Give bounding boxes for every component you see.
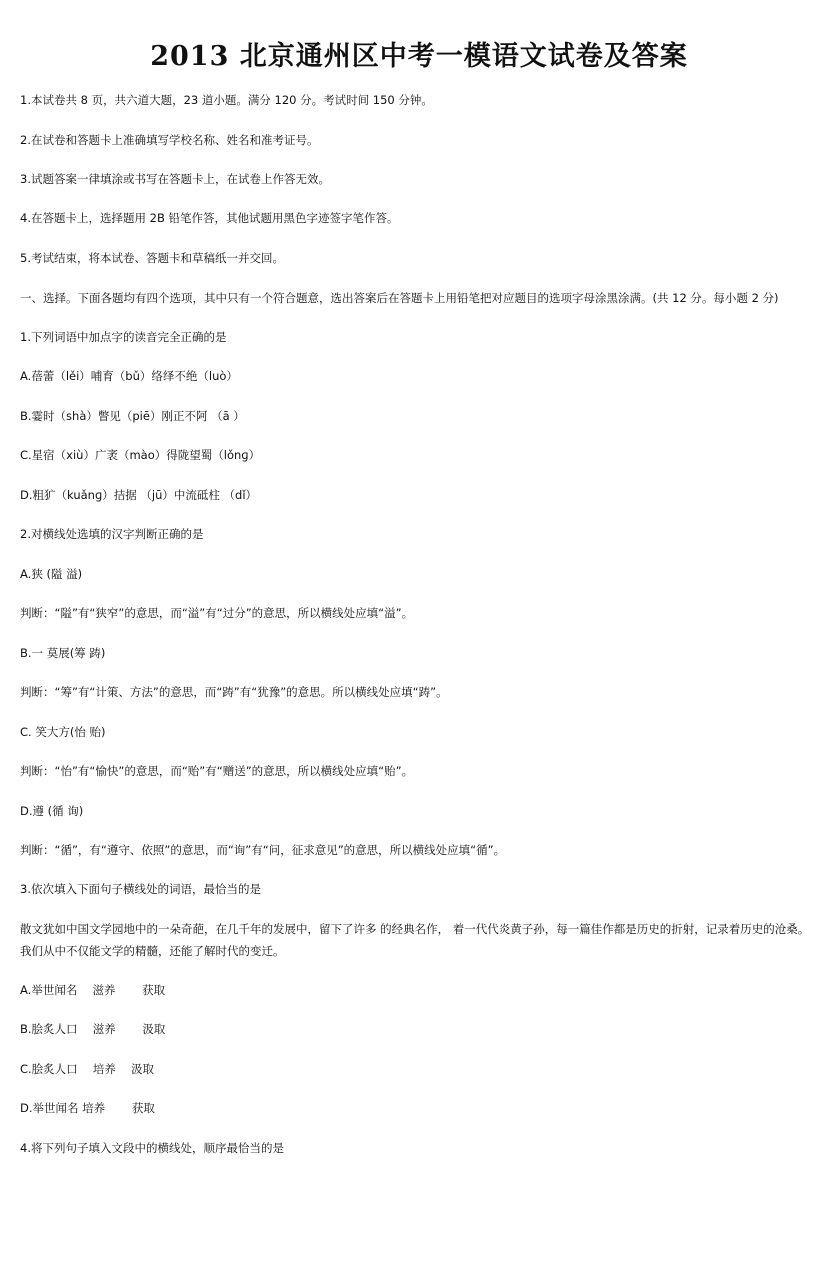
document-title: 2013 北京通州区中考一模语文试卷及答案 [150,41,688,72]
question-2-judgment-d: 判断：“循”，有“遵守、依照”的意思，而“询”有“问，征求意见”的意思，所以横线处应填“循”。 [20,843,506,857]
question-2-option-d: D.遵 (循 询) [20,804,84,818]
question-2-option-b: B.一 莫展(筹 踌) [20,646,106,660]
note-2: 2.在试卷和答题卡上准确填写学校名称、姓名和准考证号。 [20,133,319,147]
question-1-option-c: C.星宿（xiù）广袤（mào）得陇望蜀（lǒnɡ） [20,448,261,462]
note-4: 4.在答题卡上，选择题用 2B 铅笔作答，其他试题用黑色字迹签字笔作答。 [20,211,399,225]
question-3-option-b: B.脍炙人口 滋养 汲取 [20,1022,166,1036]
question-1-option-a: A.蓓蕾（lěi）哺育（bǔ）络绎不绝（luò） [20,369,238,383]
question-2-judgment-a: 判断：“隘”有“狭窄”的意思，而“溢”有“过分”的意思，所以横线处应填“溢”。 [20,606,414,620]
question-3-option-c: C.脍炙人口 培养 汲取 [20,1062,154,1076]
question-3-option-d: D.举世闻名 培养 获取 [20,1101,155,1115]
note-1: 1.本试卷共 8 页，共六道大题，23 道小题。满分 120 分。考试时间 150 分钟。 [20,93,433,107]
question-4-stem: 4.将下列句子填入文段中的横线处，顺序最恰当的是 [20,1141,284,1155]
question-3-stem: 3.依次填入下面句子横线处的词语，最恰当的是 [20,882,261,896]
question-2-stem: 2.对横线处选填的汉字判断正确的是 [20,527,204,541]
question-1-option-b: B.霎时（shà）瞥见（piē）刚正不阿 （ā ） [20,409,245,423]
note-3: 3.试题答案一律填涂或书写在答题卡上，在试卷上作答无效。 [20,172,330,186]
question-1-option-d: D.粗犷（kuǎnɡ）拮据 （jū）中流砥柱 （dǐ） [20,488,258,502]
question-2-option-a: A.狭 (隘 溢) [20,567,83,581]
question-2-judgment-b: 判断：“筹”有“计策、方法”的意思，而“踌”有“犹豫”的意思。所以横线处应填“踌”。 [20,685,448,699]
question-1-stem: 1.下列词语中加点字的读音完全正确的是 [20,330,227,344]
question-2-option-c: C. 笑大方(怡 贻) [20,725,106,739]
note-5: 5.考试结束，将本试卷、答题卡和草稿纸一并交回。 [20,251,284,265]
question-3-option-a: A.举世闻名 滋养 获取 [20,983,166,997]
section-1-heading: 一、选择。下面各题均有四个选项，其中只有一个符合题意，选出答案后在答题卡上用铅笔把对应题目的选项字母涂黑涂满。(共 12 分。每小题 2 分) [20,291,779,305]
question-2-judgment-c: 判断：“怡”有“愉快”的意思，而“贻”有“赠送”的意思，所以横线处应填“贻”。 [20,764,414,778]
question-3-passage: 散文犹如中国文学园地中的一朵奇葩，在几千年的发展中，留下了许多 的经典名作， 着一代代炎黄子孙，每一篇佳作都是历史的折射，记录着历史的沧桑。我们从中不仅能文学的精髓，还能了解时代的变迁。 [20,922,810,958]
